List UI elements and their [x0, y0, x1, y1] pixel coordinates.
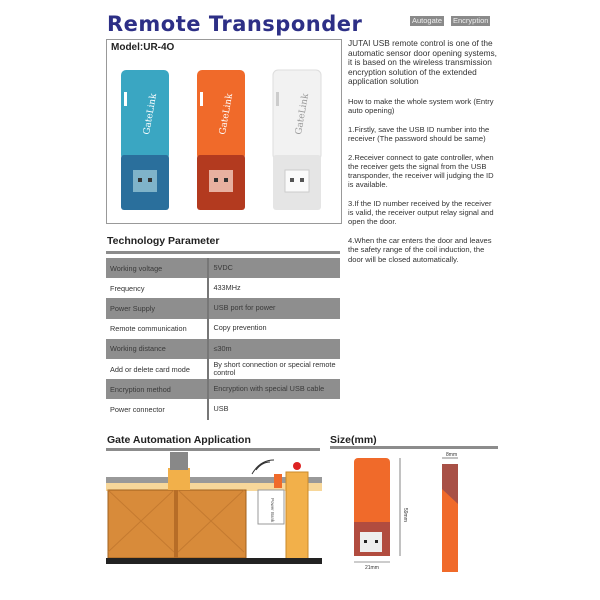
description: [348, 39, 498, 273]
svg-text:GateLink: GateLink: [294, 92, 312, 136]
table-row: [106, 258, 340, 278]
step-1: 1.Firstly, save the USB ID number into the receiver (The password should be same): [348, 124, 490, 143]
param-label: Frequency: [106, 278, 208, 298]
param-value: 5VDC: [208, 258, 340, 278]
step-3: 3.If the ID number received by the receiver is valid, the receiver output relay signal and open the door.: [348, 198, 494, 227]
how-text: How to make the whole system work (Entry auto opening): [348, 96, 494, 115]
param-label: Encryption method: [106, 379, 208, 399]
param-value: ≤30m: [208, 339, 340, 359]
width-label: 21mm: [365, 565, 379, 571]
divider: [106, 251, 340, 254]
usb-orange: [197, 70, 245, 210]
table-row: [106, 379, 340, 399]
table-row: [106, 319, 340, 339]
product-image-box: [106, 39, 342, 224]
thickness-label: 8mm: [446, 452, 458, 458]
alarm-light-icon: [293, 462, 301, 470]
tag-autogate: Autogate: [412, 16, 443, 25]
param-value: 433MHz: [213, 283, 241, 293]
param-label: Power Supply: [106, 298, 208, 318]
gate-motor-icon: [170, 452, 188, 470]
power-bank-label: Power Bank: [270, 498, 275, 523]
param-value: USB: [213, 404, 229, 414]
table-row: [106, 298, 340, 318]
svg-text:GateLink: GateLink: [142, 92, 160, 136]
divider: [106, 448, 320, 451]
height-label: 59mm: [402, 508, 408, 522]
tag-encryption: Encryption: [453, 16, 489, 25]
param-label: Add or delete card mode: [106, 359, 208, 379]
table-row: [106, 399, 340, 419]
param-label: Remote communication: [106, 319, 208, 339]
page-title: Remote Transponder: [107, 12, 363, 36]
model-label: Model:UR-4O: [111, 42, 175, 53]
param-value: Copy prevention: [213, 323, 267, 333]
param-value: USB port for power: [208, 298, 340, 318]
table-row: [106, 339, 340, 359]
param-label: Power connector: [106, 399, 208, 419]
step-2: 2.Receiver connect to gate controller, when the receiver gets the signal from the USB transponder, the receiver will judging the ID is available.: [348, 152, 494, 190]
usb-blue: [121, 70, 169, 210]
svg-text:GateLink: GateLink: [218, 92, 236, 136]
size-diagram: [340, 452, 500, 572]
intro-text: JUTAI USB remote control is one of the automatic sensor door opening systems, it is based on the wireless transmission encryption solution of the extended application solution: [348, 38, 497, 87]
table-row: [106, 278, 340, 298]
divider: [330, 446, 498, 449]
size-heading: Size(mm): [330, 434, 377, 446]
tech-heading: Technology Parameter: [107, 235, 220, 247]
step-4: 4.When the car enters the door and leaves the safety range of the coil induction, the door will be closed automatically.: [348, 236, 492, 264]
param-value: By short connection or special remote control: [213, 359, 336, 378]
usb-white: [273, 70, 321, 210]
table-row: [106, 359, 340, 379]
gate-illustration: [106, 452, 322, 572]
param-value: Encryption with special USB cable: [208, 379, 340, 399]
param-label: Working distance: [106, 339, 208, 359]
usb-products-image: [107, 40, 343, 225]
tech-table: [106, 258, 340, 420]
param-label: Working voltage: [106, 258, 208, 278]
signal-icon: [252, 460, 274, 474]
gate-heading: Gate Automation Application: [107, 434, 251, 446]
